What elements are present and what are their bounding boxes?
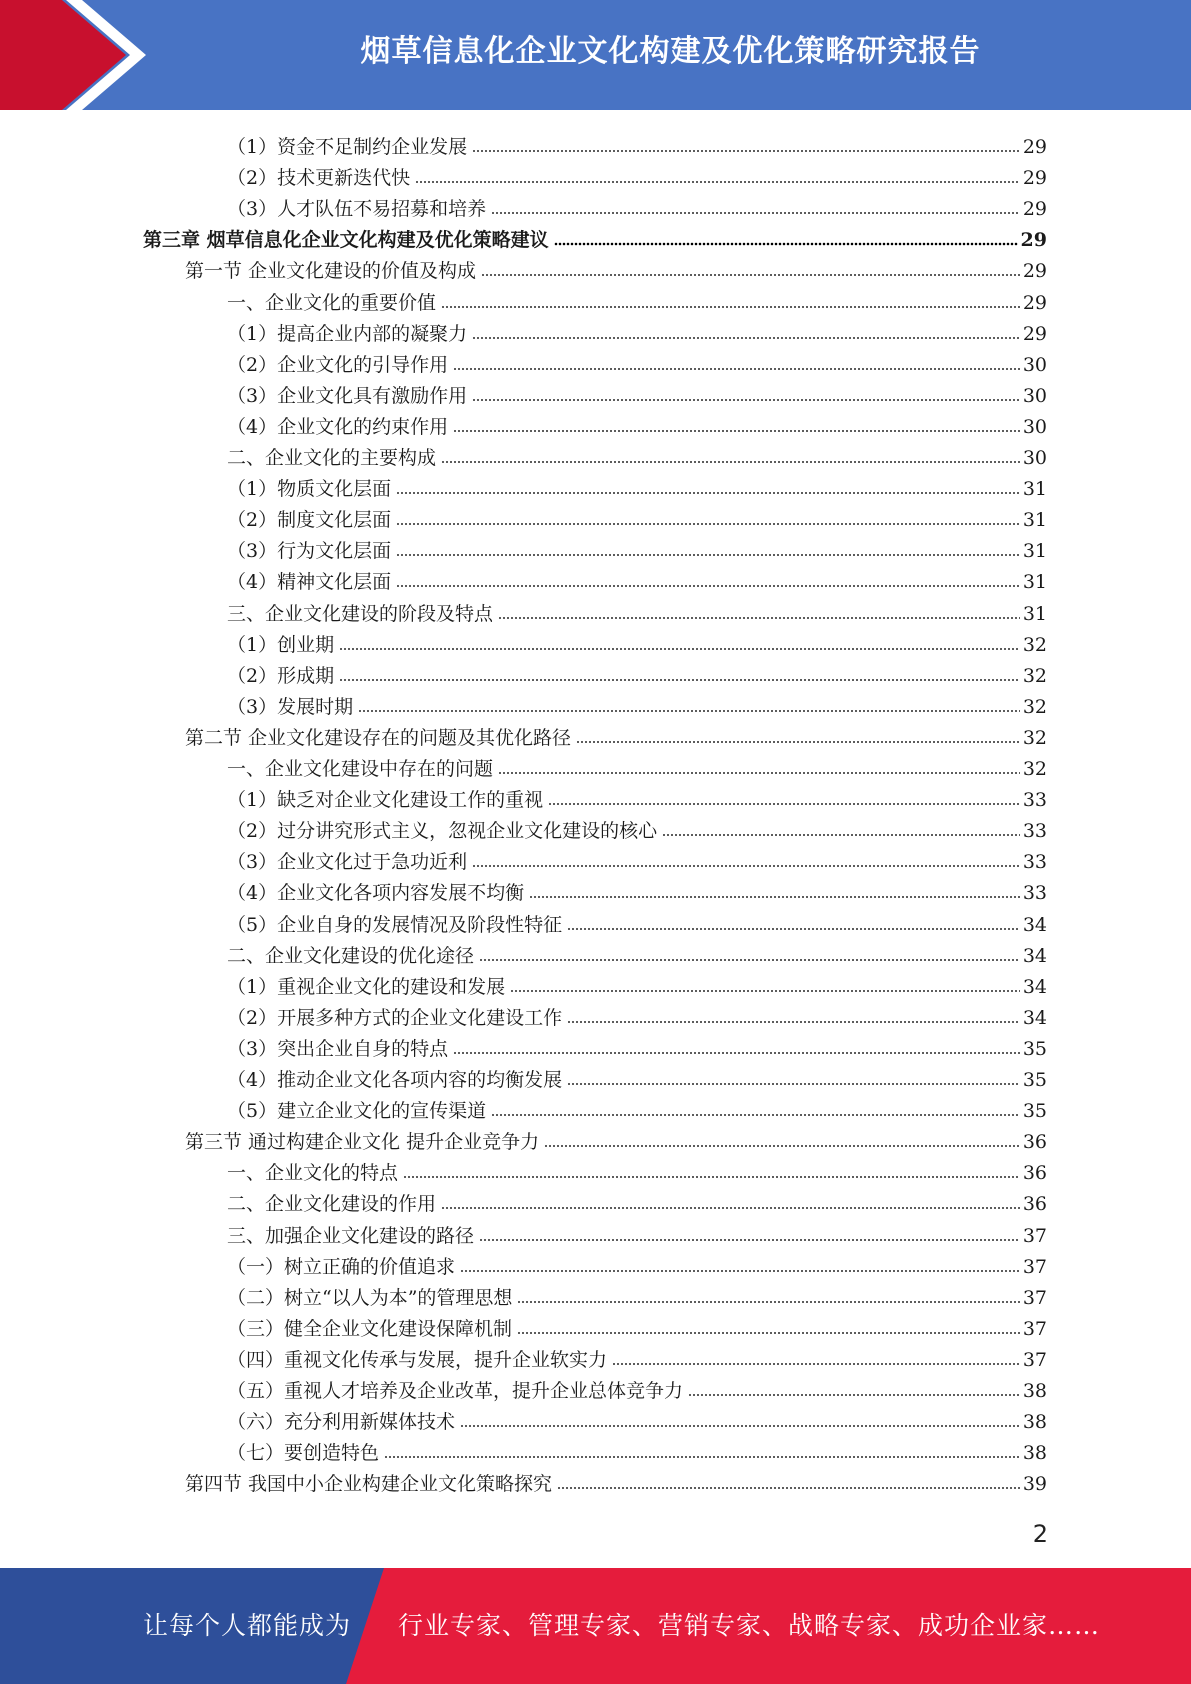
toc-dot-leader (567, 927, 1020, 931)
toc-entry-label: （2）企业文化的引导作用 (227, 353, 449, 376)
toc-dot-leader (460, 1424, 1020, 1428)
toc-entry[interactable] (227, 470, 1047, 501)
toc-entry-label: （4）企业文化各项内容发展不均衡 (227, 882, 525, 905)
toc-dot-leader (491, 211, 1020, 215)
toc-entry[interactable] (227, 1030, 1047, 1061)
toc-entry-label: 三、加强企业文化建设的路径 (227, 1224, 475, 1247)
toc-entry[interactable] (227, 688, 1047, 719)
toc-entry-page: 33 (1022, 789, 1047, 812)
toc-entry[interactable] (227, 1403, 1047, 1434)
toc-dot-leader (481, 273, 1020, 277)
toc-entry-page: 35 (1022, 1037, 1047, 1060)
toc-entry-label: （4）推动企业文化各项内容的均衡发展 (227, 1069, 563, 1091)
toc-dot-leader (498, 616, 1020, 620)
toc-entry[interactable] (227, 284, 1047, 315)
toc-entry-label: 第四节 我国中小企业构建企业文化策略探究 (185, 1473, 553, 1496)
toc-entry-page: 32 (1022, 758, 1047, 780)
toc-entry-label: 三、企业文化建设的阶段及特点 (227, 602, 494, 625)
toc-entry[interactable] (227, 377, 1047, 408)
toc-entry-page: 31 (1022, 540, 1047, 563)
toc-entry-label: 第三章 烟草信息化企业文化构建及优化策略建议 (143, 229, 549, 252)
toc-entry-page: 31 (1022, 602, 1047, 625)
toc-entry-page: 34 (1022, 975, 1047, 998)
toc-entry-label: 二、企业文化建设的作用 (227, 1193, 437, 1216)
toc-entry-label: （1）提高企业内部的凝聚力 (227, 322, 468, 345)
toc-dot-leader (453, 429, 1020, 433)
toc-dot-leader (567, 1020, 1020, 1024)
toc-dot-leader (498, 771, 1020, 775)
toc-entry-label: （1）缺乏对企业文化建设工作的重视 (227, 789, 544, 812)
toc-entry-label: （六）充分利用新媒体技术 (227, 1411, 456, 1434)
toc-entry-label: （3）企业文化过于急功近利 (227, 851, 468, 874)
toc-entry[interactable] (143, 221, 1047, 252)
toc-dot-leader (396, 584, 1020, 588)
toc-entry-page: 29 (1022, 198, 1047, 221)
toc-entry[interactable] (227, 906, 1047, 937)
toc-entry-page: 34 (1022, 1006, 1047, 1029)
toc-entry[interactable] (227, 1217, 1047, 1248)
toc-entry-page: 31 (1022, 509, 1047, 532)
toc-entry-label: （3）行为文化层面 (227, 540, 392, 563)
toc-entry-label: （4）精神文化层面 (227, 571, 392, 594)
toc-entry-label: 一、企业文化的重要价值 (227, 291, 437, 314)
toc-entry[interactable] (227, 1372, 1047, 1403)
toc-dot-leader (567, 1082, 1020, 1086)
toc-dot-leader (384, 1455, 1020, 1459)
toc-entry[interactable] (185, 719, 1047, 750)
toc-entry[interactable] (227, 439, 1047, 470)
toc-entry-label: 二、企业文化建设的优化途径 (227, 944, 475, 967)
toc-entry[interactable] (227, 408, 1047, 439)
toc-dot-leader (441, 305, 1020, 309)
toc-entry-page: 29 (1022, 322, 1047, 345)
toc-dot-leader (453, 367, 1020, 371)
toc-dot-leader (460, 1269, 1020, 1273)
toc-entry[interactable] (227, 595, 1047, 626)
toc-entry-page: 32 (1022, 726, 1047, 749)
toc-entry[interactable] (227, 346, 1047, 377)
toc-entry[interactable] (227, 1154, 1047, 1185)
toc-dot-leader (472, 398, 1020, 402)
toc-dot-leader (544, 1144, 1020, 1148)
toc-entry-page: 37 (1022, 1224, 1047, 1247)
toc-entry[interactable] (227, 657, 1047, 688)
toc-dot-leader (529, 895, 1020, 899)
toc-entry-label: 一、企业文化建设中存在的问题 (227, 758, 494, 780)
toc-entry-page: 37 (1022, 1286, 1047, 1309)
toc-dot-leader (396, 522, 1020, 526)
toc-entry[interactable] (227, 1248, 1047, 1279)
toc-entry-label: （二）树立“以人为本”的管理思想 (227, 1286, 513, 1309)
footer-slogan-right: 行业专家、管理专家、营销专家、战略专家、成功企业家…… (398, 1611, 1101, 1640)
toc-entry-label: （2）制度文化层面 (227, 509, 392, 532)
toc-entry-label: （2）技术更新迭代快 (227, 167, 411, 190)
toc-entry-page: 30 (1022, 447, 1047, 469)
toc-entry[interactable] (227, 874, 1047, 905)
page-number: 2 (1032, 1520, 1048, 1548)
toc-entry-page: 37 (1022, 1255, 1047, 1278)
toc-entry[interactable] (227, 1092, 1047, 1123)
toc-dot-leader (517, 1331, 1020, 1335)
toc-entry-label: （5）企业自身的发展情况及阶段性特征 (227, 913, 563, 936)
toc-entry[interactable] (227, 563, 1047, 594)
toc-entry-page: 29 (1022, 291, 1047, 314)
toc-dot-leader (472, 149, 1020, 153)
toc-entry-page: 32 (1022, 695, 1047, 718)
toc-entry-page: 38 (1022, 1442, 1047, 1465)
toc-entry-label: （3）企业文化具有激励作用 (227, 384, 468, 407)
report-title: 烟草信息化企业文化构建及优化策略研究报告 (360, 34, 981, 69)
toc-entry[interactable] (227, 1434, 1047, 1465)
toc-entry-label: 二、企业文化的主要构成 (227, 447, 437, 469)
toc-entry-page: 34 (1022, 913, 1047, 936)
toc-entry-label: （三）健全企业文化建设保障机制 (227, 1317, 513, 1340)
toc-entry[interactable] (227, 750, 1047, 781)
toc-dot-leader (403, 1175, 1020, 1179)
toc-entry-page: 30 (1022, 353, 1047, 376)
toc-entry[interactable] (227, 501, 1047, 532)
toc-dot-leader (472, 336, 1020, 340)
toc-entry-label: （四）重视文化传承与发展，提升企业软实力 (227, 1348, 608, 1371)
toc-entry[interactable] (185, 252, 1047, 283)
toc-entry-page: 32 (1022, 664, 1047, 687)
toc-entry-page: 37 (1022, 1348, 1047, 1371)
toc-entry-page: 29 (1022, 167, 1047, 190)
toc-dot-leader (453, 1051, 1020, 1055)
toc-dot-leader (576, 740, 1020, 744)
toc-entry[interactable] (227, 532, 1047, 563)
toc-entry[interactable] (227, 968, 1047, 999)
toc-dot-leader (557, 1486, 1020, 1490)
toc-dot-leader (517, 1300, 1019, 1304)
toc-dot-leader (339, 678, 1020, 682)
toc-entry-label: （5）建立企业文化的宣传渠道 (227, 1100, 487, 1123)
toc-entry-page: 30 (1022, 384, 1047, 407)
toc-entry-page: 37 (1022, 1317, 1047, 1340)
toc-dot-leader (441, 1206, 1020, 1210)
toc-dot-leader (554, 242, 1018, 246)
toc-entry-page: 35 (1022, 1069, 1047, 1091)
toc-entry-label: （2）形成期 (227, 664, 335, 687)
toc-entry-label: （七）要创造特色 (227, 1442, 380, 1465)
toc-dot-leader (479, 958, 1020, 962)
page-header (0, 0, 1191, 110)
toc-entry-label: 一、企业文化的特点 (227, 1162, 399, 1185)
toc-entry-page: 29 (1020, 229, 1047, 252)
toc-entry[interactable] (227, 937, 1047, 968)
toc-dot-leader (472, 864, 1020, 868)
toc-entry-label: （3）人才队伍不易招募和培养 (227, 198, 487, 221)
toc-entry-page: 31 (1022, 571, 1047, 594)
toc-entry-page: 33 (1022, 882, 1047, 905)
toc-entry-label: 第三节 通过构建企业文化 提升企业竞争力 (185, 1131, 540, 1154)
toc-entry[interactable] (227, 315, 1047, 346)
toc-entry-page: 35 (1022, 1100, 1047, 1123)
toc-entry[interactable] (227, 626, 1047, 657)
toc-entry[interactable] (227, 159, 1047, 190)
toc-entry[interactable] (227, 190, 1047, 221)
toc-entry-label: （1）资金不足制约企业发展 (227, 136, 468, 158)
toc-entry-label: （3）突出企业自身的特点 (227, 1037, 449, 1060)
toc-entry-label: 第一节 企业文化建设的价值及构成 (185, 260, 477, 283)
toc-dot-leader (358, 709, 1020, 713)
toc-entry-page: 39 (1022, 1473, 1047, 1496)
toc-entry[interactable] (227, 843, 1047, 874)
footer-slogan-left: 让每个人都能成为 (143, 1611, 352, 1640)
toc-entry-page: 34 (1022, 944, 1047, 967)
toc-entry[interactable] (227, 1061, 1047, 1092)
toc-entry-page: 32 (1022, 633, 1047, 656)
toc-entry-page: 36 (1022, 1131, 1047, 1154)
toc-entry[interactable] (227, 781, 1047, 812)
toc-entry[interactable] (185, 1123, 1047, 1154)
toc-entry[interactable] (227, 1341, 1047, 1372)
toc-dot-leader (548, 802, 1020, 806)
toc-dot-leader (612, 1362, 1020, 1366)
toc-entry[interactable] (227, 812, 1047, 843)
toc-entry-label: （2）开展多种方式的企业文化建设工作 (227, 1006, 563, 1029)
chevron-decoration-icon (0, 0, 150, 110)
toc-entry-page: 38 (1022, 1380, 1047, 1402)
toc-entry[interactable] (227, 1185, 1047, 1216)
toc-entry-page: 33 (1022, 820, 1047, 843)
toc-dot-leader (510, 989, 1020, 993)
toc-dot-leader (662, 833, 1020, 837)
toc-dot-leader (441, 460, 1020, 464)
toc-entry-label: （1）物质文化层面 (227, 478, 392, 501)
toc-entry-label: （一）树立正确的价值追求 (227, 1255, 456, 1278)
toc-entry-page: 30 (1022, 415, 1047, 438)
toc-entry-label: （4）企业文化的约束作用 (227, 415, 449, 438)
toc-entry[interactable] (227, 1279, 1047, 1310)
toc-entry-label: （3）发展时期 (227, 695, 354, 718)
toc-entry-page: 33 (1022, 851, 1047, 874)
toc-dot-leader (415, 180, 1020, 184)
toc-dot-leader (479, 1238, 1020, 1242)
toc-entry-label: 第二节 企业文化建设存在的问题及其优化路径 (185, 726, 572, 749)
toc-entry-page: 38 (1022, 1411, 1047, 1434)
toc-entry[interactable] (227, 128, 1047, 159)
toc-entry-page: 36 (1022, 1162, 1047, 1185)
toc-entry-label: （1）重视企业文化的建设和发展 (227, 975, 506, 998)
toc-dot-leader (339, 647, 1020, 651)
toc-entry[interactable] (227, 1310, 1047, 1341)
toc-entry-page: 36 (1022, 1193, 1047, 1216)
toc-entry[interactable] (185, 1465, 1047, 1496)
toc-entry-label: （2）过分讲究形式主义，忽视企业文化建设的核心 (227, 820, 658, 843)
toc-dot-leader (491, 1113, 1020, 1117)
toc-entry-page: 31 (1022, 478, 1047, 501)
page-footer (0, 1568, 1191, 1684)
toc-entry-page: 29 (1022, 260, 1047, 283)
toc-entry-label: （1）创业期 (227, 633, 335, 656)
toc-dot-leader (396, 491, 1020, 495)
toc-entry-page: 29 (1022, 136, 1047, 158)
toc-entry-label: （五）重视人才培养及企业改革，提升企业总体竞争力 (227, 1380, 684, 1402)
toc-dot-leader (396, 553, 1020, 557)
toc-dot-leader (688, 1393, 1020, 1397)
toc-entry[interactable] (227, 999, 1047, 1030)
